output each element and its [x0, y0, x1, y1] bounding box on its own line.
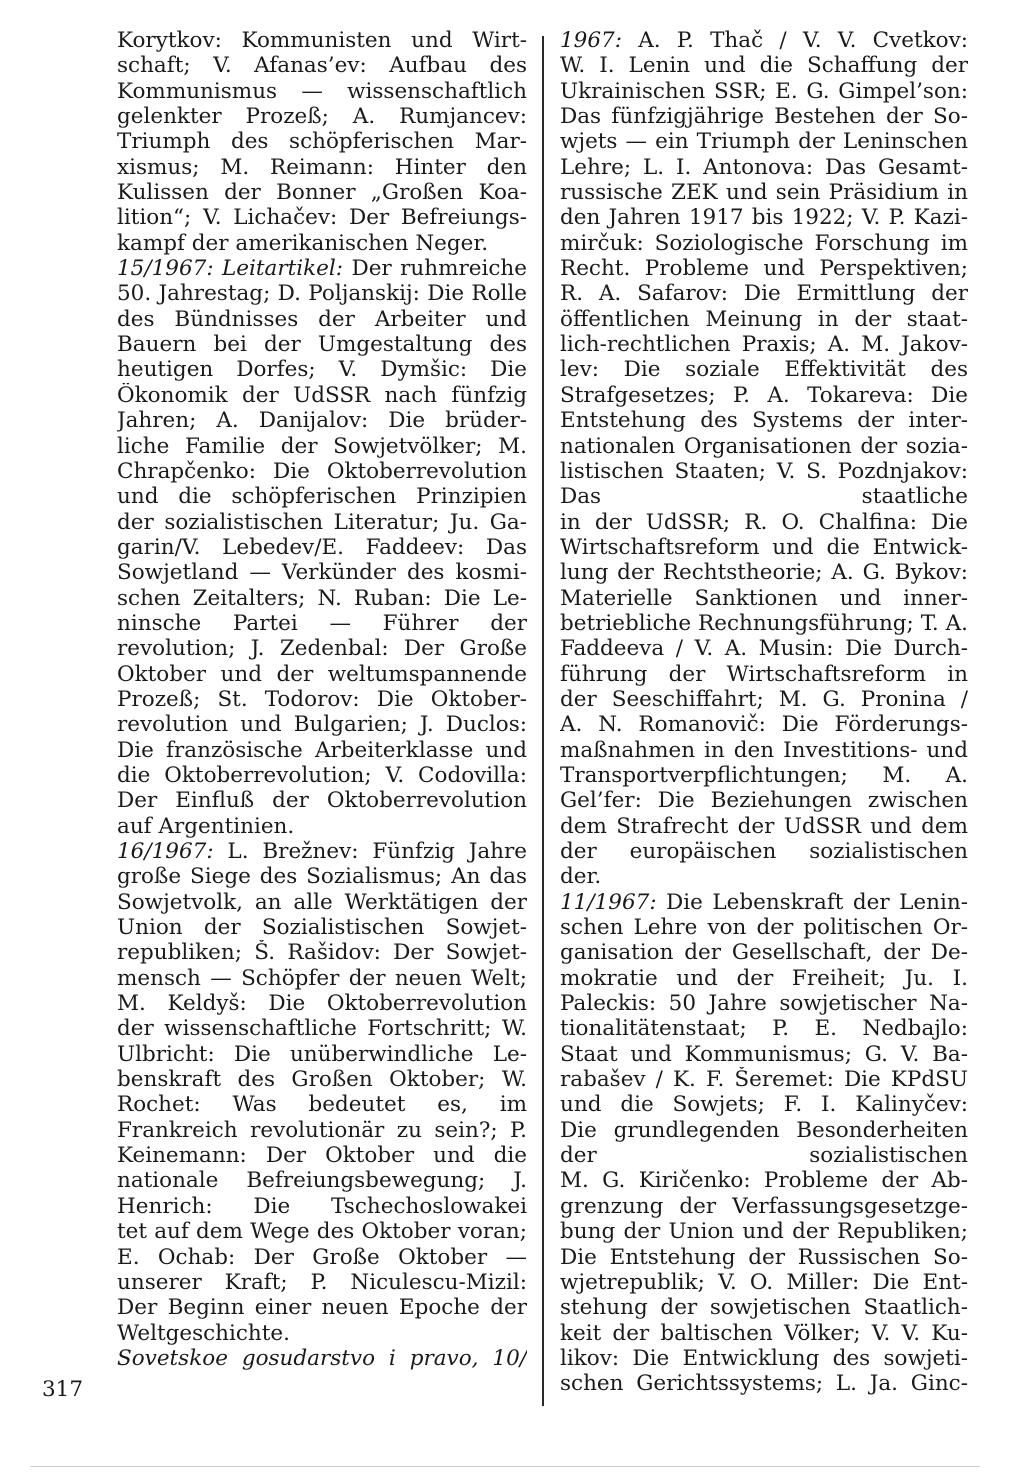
- text-line: [560, 155, 968, 180]
- text-line: [560, 307, 968, 332]
- text-line: [117, 1118, 527, 1143]
- text-line: [117, 1016, 527, 1041]
- line-text: Bauern bei der Umgestaltung des: [117, 332, 527, 358]
- text-line: [117, 53, 527, 78]
- text-line: [117, 231, 527, 256]
- line-text: dem Strafrecht der UdSSR und dem: [560, 813, 968, 839]
- text-line: [560, 839, 968, 864]
- line-text: R. A. Safarov: Die Ermittlung der: [560, 281, 968, 307]
- line-text: wjets — ein Triumph der Leninschen: [560, 129, 968, 155]
- text-line: [560, 484, 968, 509]
- line-text: schen Zeitalters; N. Ruban: Die Le-: [117, 585, 527, 611]
- text-line: [560, 1067, 968, 1092]
- text-line: [560, 662, 968, 687]
- line-text: Keinemann: Der Oktober und die: [117, 1143, 527, 1169]
- text-line: [560, 1295, 968, 1320]
- line-text: benskraft des Großen Oktober; W.: [117, 1067, 527, 1093]
- issue-reference: 16/1967:: [117, 839, 214, 864]
- text-line: [560, 712, 968, 737]
- text-line: [560, 560, 968, 585]
- line-text: Triumph des schöpferischen Mar-: [117, 129, 527, 155]
- text-line: [560, 1371, 968, 1396]
- line-text: lung der Rechtstheorie; A. G. Bykov:: [560, 560, 968, 586]
- text-line: [560, 434, 968, 459]
- line-text: nationale Befreiungsbewegung; J.: [117, 1168, 527, 1194]
- text-line: [117, 180, 527, 205]
- text-line: [560, 256, 968, 281]
- text-line: [117, 205, 527, 230]
- line-text: der sozialistischen Literatur; Ju. Ga-: [117, 509, 527, 535]
- line-text: Lehre; L. I. Antonova: Das Gesamt-: [560, 154, 968, 180]
- line-text: mokratie und der Freiheit; Ju. I.: [560, 965, 968, 991]
- text-line: [560, 1143, 968, 1168]
- line-text: Korytkov: Kommunisten und Wirt-: [117, 28, 527, 53]
- text-line: [560, 1321, 968, 1346]
- line-text: bung der Union und der Republiken;: [560, 1219, 968, 1245]
- text-line: [117, 155, 527, 180]
- text-line: [560, 459, 968, 484]
- text-line: [560, 636, 968, 661]
- line-text: tionalitätenstaat; P. E. Nedbajlo:: [560, 1016, 968, 1042]
- text-line: [117, 357, 527, 382]
- line-text: Wirtschaftsreform und die Entwick-: [560, 534, 968, 560]
- line-text: Recht. Probleme und Perspektiven;: [560, 256, 968, 282]
- line-text: Die grundlegenden Besonderheiten: [560, 1117, 968, 1143]
- text-line: [117, 738, 527, 763]
- bottom-edge-line: [30, 1466, 980, 1467]
- line-text: Materielle Sanktionen und inner-: [560, 585, 968, 611]
- line-text: Das fünfzigjährige Bestehen der So-: [560, 104, 968, 130]
- text-line: [117, 940, 527, 965]
- text-line: [560, 864, 968, 889]
- line-text: lev: Die soziale Effektivität des: [560, 357, 968, 383]
- text-line: [560, 1194, 968, 1219]
- right-text-column: [560, 28, 968, 1397]
- text-line: [117, 788, 527, 813]
- text-line: [560, 611, 968, 636]
- line-text: in der UdSSR; R. O. Chalfina: Die: [560, 509, 968, 535]
- text-line: [560, 53, 968, 78]
- line-text: Jahren; A. Danijalov: Die brüder-: [117, 408, 527, 434]
- line-text: M. G. Kiričenko: Probleme der Ab-: [560, 1168, 968, 1194]
- text-line: [117, 611, 527, 636]
- text-line: [560, 915, 968, 940]
- line-text: liche Familie der Sowjetvölker; M.: [117, 433, 527, 459]
- text-line: [117, 687, 527, 712]
- text-line: [560, 991, 968, 1016]
- text-line: [117, 814, 527, 839]
- text-line: [117, 1143, 527, 1168]
- line-text: republiken; Š. Rašidov: Der Sowjet-: [117, 940, 527, 966]
- line-text: Kommunismus — wissenschaftlich: [117, 78, 527, 104]
- text-line: [117, 712, 527, 737]
- line-text: Gel’fer: Die Beziehungen zwischen: [560, 788, 968, 814]
- line-text: Frankreich revolutionär zu sein?; P.: [117, 1117, 527, 1143]
- text-line: [560, 1118, 968, 1143]
- text-line: [117, 129, 527, 154]
- text-line: [117, 839, 527, 864]
- line-text: M. Keldyš: Die Oktoberrevolution: [117, 991, 527, 1017]
- issue-reference: 1967:: [560, 28, 622, 53]
- line-text: Henrich: Die Tschechoslowakei: [117, 1193, 527, 1219]
- text-line: [117, 28, 527, 53]
- line-text: listischen Staaten; V. S. Pozdnjakov:: [560, 458, 968, 484]
- line-text: Die Lebenskraft der Lenin-: [656, 889, 968, 915]
- line-text: führung der Wirtschaftsreform in: [560, 661, 968, 687]
- text-line: [560, 1042, 968, 1067]
- line-text: revolution; J. Zedenbal: Der Große: [117, 636, 527, 662]
- text-line: [117, 307, 527, 332]
- text-line: [117, 662, 527, 687]
- text-line: [560, 966, 968, 991]
- text-line: [560, 788, 968, 813]
- text-line: [117, 586, 527, 611]
- line-text: Prozeß; St. Todorov: Die Oktober-: [117, 686, 527, 712]
- line-text: Sowjetvolk, an alle Werktätigen der: [117, 889, 527, 915]
- text-line: [560, 408, 968, 433]
- line-text: Ulbricht: Die unüberwindliche Le-: [117, 1041, 527, 1067]
- text-line: [560, 814, 968, 839]
- line-text: L. Brežnev: Fünfzig Jahre: [213, 839, 527, 864]
- line-text: Entstehung des Systems der inter-: [560, 408, 968, 434]
- line-text: Der ruhmreiche: [343, 256, 527, 282]
- line-text: betriebliche Rechnungsführung; T. A.: [560, 610, 968, 636]
- text-line: [117, 1219, 527, 1244]
- text-line: [560, 763, 968, 788]
- line-text: und die Sowjets; F. I. Kalinyčev:: [560, 1092, 968, 1118]
- line-text: den Jahren 1917 bis 1922; V. P. Kazi-: [560, 205, 968, 231]
- text-line: [117, 332, 527, 357]
- text-line: [560, 383, 968, 408]
- line-text: ganisation der Gesellschaft, der De-: [560, 940, 968, 966]
- line-text: gelenkter Prozeß; A. Rumjancev:: [117, 104, 527, 130]
- line-text: schaft; V. Afanas’ev: Aufbau des: [117, 53, 527, 79]
- text-line: [117, 104, 527, 129]
- text-line: [117, 1295, 527, 1320]
- text-line: [117, 256, 527, 281]
- text-line: [117, 1194, 527, 1219]
- text-line: [117, 1346, 527, 1371]
- line-text: mensch — Schöpfer der neuen Welt;: [117, 965, 527, 991]
- line-text: Transportverpflichtungen; M. A.: [560, 762, 968, 788]
- line-text: der Seeschiffahrt; M. G. Pronina /: [560, 686, 968, 712]
- line-text: likov: Die Entwicklung des sowjeti-: [560, 1345, 968, 1371]
- line-text: tet auf dem Wege des Oktober voran;: [117, 1219, 527, 1245]
- text-line: [117, 915, 527, 940]
- text-line: [117, 966, 527, 991]
- line-text: wjetrepublik; V. O. Miller: Die Ent-: [560, 1269, 968, 1295]
- line-text: des Bündnisses der Arbeiter und: [117, 306, 527, 332]
- line-text: Ukrainischen SSR; E. G. Gimpel’son:: [560, 78, 968, 104]
- text-line: [560, 357, 968, 382]
- issue-reference: Sovetskoe gosudarstvo i pravo, 10/: [117, 1345, 527, 1371]
- text-line: [117, 890, 527, 915]
- line-text: der sozialistischen: [560, 1143, 968, 1169]
- text-line: [560, 535, 968, 560]
- text-line: [560, 510, 968, 535]
- text-line: [560, 738, 968, 763]
- text-line: [117, 636, 527, 661]
- line-text: Die französische Arbeiterklasse und: [117, 737, 527, 763]
- line-text: nationalen Organisationen der sozia-: [560, 433, 968, 459]
- text-line: [560, 890, 968, 915]
- text-line: [117, 459, 527, 484]
- issue-reference: 15/1967: Leitartikel:: [117, 256, 344, 282]
- text-line: [560, 1016, 968, 1041]
- text-line: [117, 281, 527, 306]
- text-line: [117, 408, 527, 433]
- text-line: [560, 332, 968, 357]
- text-line: [117, 1067, 527, 1092]
- text-line: [560, 1168, 968, 1193]
- line-text: schen Gerichtssystems; L. Ja. Ginc-: [560, 1371, 968, 1397]
- text-line: [560, 79, 968, 104]
- text-line: [560, 231, 968, 256]
- text-line: [560, 28, 968, 53]
- text-line: [117, 1092, 527, 1117]
- text-line: [560, 129, 968, 154]
- line-text: Der Einfluß der Oktoberrevolution: [117, 788, 527, 814]
- column-divider: [542, 36, 544, 1406]
- line-text: grenzung der Verfassungsgesetzge-: [560, 1193, 968, 1219]
- text-line: [560, 180, 968, 205]
- text-line: [560, 940, 968, 965]
- line-text: Ökonomik der UdSSR nach fünfzig: [117, 382, 527, 408]
- text-line: [560, 1270, 968, 1295]
- issue-reference: 11/1967:: [560, 889, 657, 915]
- line-text: 50. Jahrestag; D. Poljanskij: Die Rolle: [117, 281, 527, 307]
- line-text: Der Beginn einer neuen Epoche der: [117, 1295, 527, 1321]
- text-line: [117, 535, 527, 560]
- line-text: lich-rechtlichen Praxis; A. M. Jakov-: [560, 332, 968, 358]
- line-text: Weltgeschichte.: [117, 1320, 290, 1346]
- line-text: maßnahmen in den Investitions- und: [560, 737, 968, 763]
- line-text: Die Entstehung der Russischen So-: [560, 1244, 968, 1270]
- line-text: garin/V. Lebedev/E. Faddeev: Das: [117, 534, 527, 560]
- line-text: Das staatliche: [560, 484, 968, 510]
- line-text: russische ZEK und sein Präsidium in: [560, 180, 968, 206]
- text-line: [117, 763, 527, 788]
- line-text: der.: [560, 864, 602, 890]
- text-line: [117, 1321, 527, 1346]
- line-text: Union der Sozialistischen Sowjet-: [117, 915, 527, 941]
- page-number: 317: [42, 1377, 84, 1402]
- line-text: keit der baltischen Völker; V. V. Ku-: [560, 1320, 968, 1346]
- line-text: Rochet: Was bedeutet es, im: [117, 1092, 527, 1118]
- text-line: [117, 1168, 527, 1193]
- line-text: kampf der amerikanischen Neger.: [117, 230, 489, 256]
- line-text: der europäischen sozialistischen: [560, 839, 968, 864]
- text-line: [560, 1219, 968, 1244]
- left-text-column: [117, 28, 527, 1371]
- text-line: [117, 383, 527, 408]
- line-text: große Siege des Sozialismus; An das: [117, 864, 527, 890]
- line-text: ninsche Partei — Führer der: [117, 610, 527, 636]
- line-text: Staat und Kommunismus; G. V. Ba-: [560, 1041, 968, 1067]
- line-text: unserer Kraft; P. Niculescu-Mizil:: [117, 1269, 527, 1295]
- line-text: Sowjetland — Verkünder des kosmi-: [117, 560, 527, 586]
- text-line: [560, 586, 968, 611]
- line-text: lition“; V. Lichačev: Der Befreiungs-: [117, 205, 527, 231]
- line-text: öffentlichen Meinung in der staat-: [560, 306, 968, 332]
- text-line: [560, 281, 968, 306]
- line-text: E. Ochab: Der Große Oktober —: [117, 1244, 527, 1270]
- line-text: auf Argentinien.: [117, 813, 295, 839]
- text-line: [117, 434, 527, 459]
- line-text: Paleckis: 50 Jahre sowjetischer Na-: [560, 991, 968, 1017]
- text-line: [117, 1270, 527, 1295]
- line-text: Faddeeva / V. A. Musin: Die Durch-: [560, 636, 968, 662]
- line-text: Kulissen der Bonner „Großen Koa-: [117, 180, 527, 206]
- line-text: der wissenschaftliche Fortschritt; W.: [117, 1016, 527, 1042]
- text-line: [117, 560, 527, 585]
- text-line: [560, 1346, 968, 1371]
- text-line: [560, 205, 968, 230]
- text-line: [560, 1092, 968, 1117]
- line-text: Oktober und der weltumspannende: [117, 661, 527, 687]
- text-line: [560, 104, 968, 129]
- text-line: [117, 1042, 527, 1067]
- text-line: [117, 991, 527, 1016]
- line-text: Chrapčenko: Die Oktoberrevolution: [117, 458, 527, 484]
- line-text: schen Lehre von der politischen Or-: [560, 915, 968, 941]
- line-text: stehung der sowjetischen Staatlich-: [560, 1295, 968, 1321]
- line-text: und die schöpferischen Prinzipien: [117, 484, 527, 510]
- line-text: die Oktoberrevolution; V. Codovilla:: [117, 762, 527, 788]
- line-text: xismus; M. Reimann: Hinter den: [117, 154, 527, 180]
- line-text: revolution und Bulgarien; J. Duclos:: [117, 712, 527, 738]
- text-line: [117, 510, 527, 535]
- text-line: [560, 687, 968, 712]
- text-line: [117, 864, 527, 889]
- text-line: [117, 79, 527, 104]
- line-text: rabašev / K. F. Šeremet: Die KPdSU: [560, 1067, 968, 1093]
- text-line: [117, 484, 527, 509]
- line-text: heutigen Dorfes; V. Dymšic: Die: [117, 357, 527, 383]
- line-text: W. I. Lenin und die Schaffung der: [560, 53, 968, 79]
- text-line: [117, 1245, 527, 1270]
- text-line: [560, 1245, 968, 1270]
- line-text: Strafgesetzes; P. A. Tokareva: Die: [560, 382, 968, 408]
- line-text: mirčuk: Soziologische Forschung im: [560, 230, 968, 256]
- line-text: A. N. Romanovič: Die Förderungs-: [560, 712, 968, 738]
- line-text: A. P. Thač / V. V. Cvetkov:: [621, 28, 968, 53]
